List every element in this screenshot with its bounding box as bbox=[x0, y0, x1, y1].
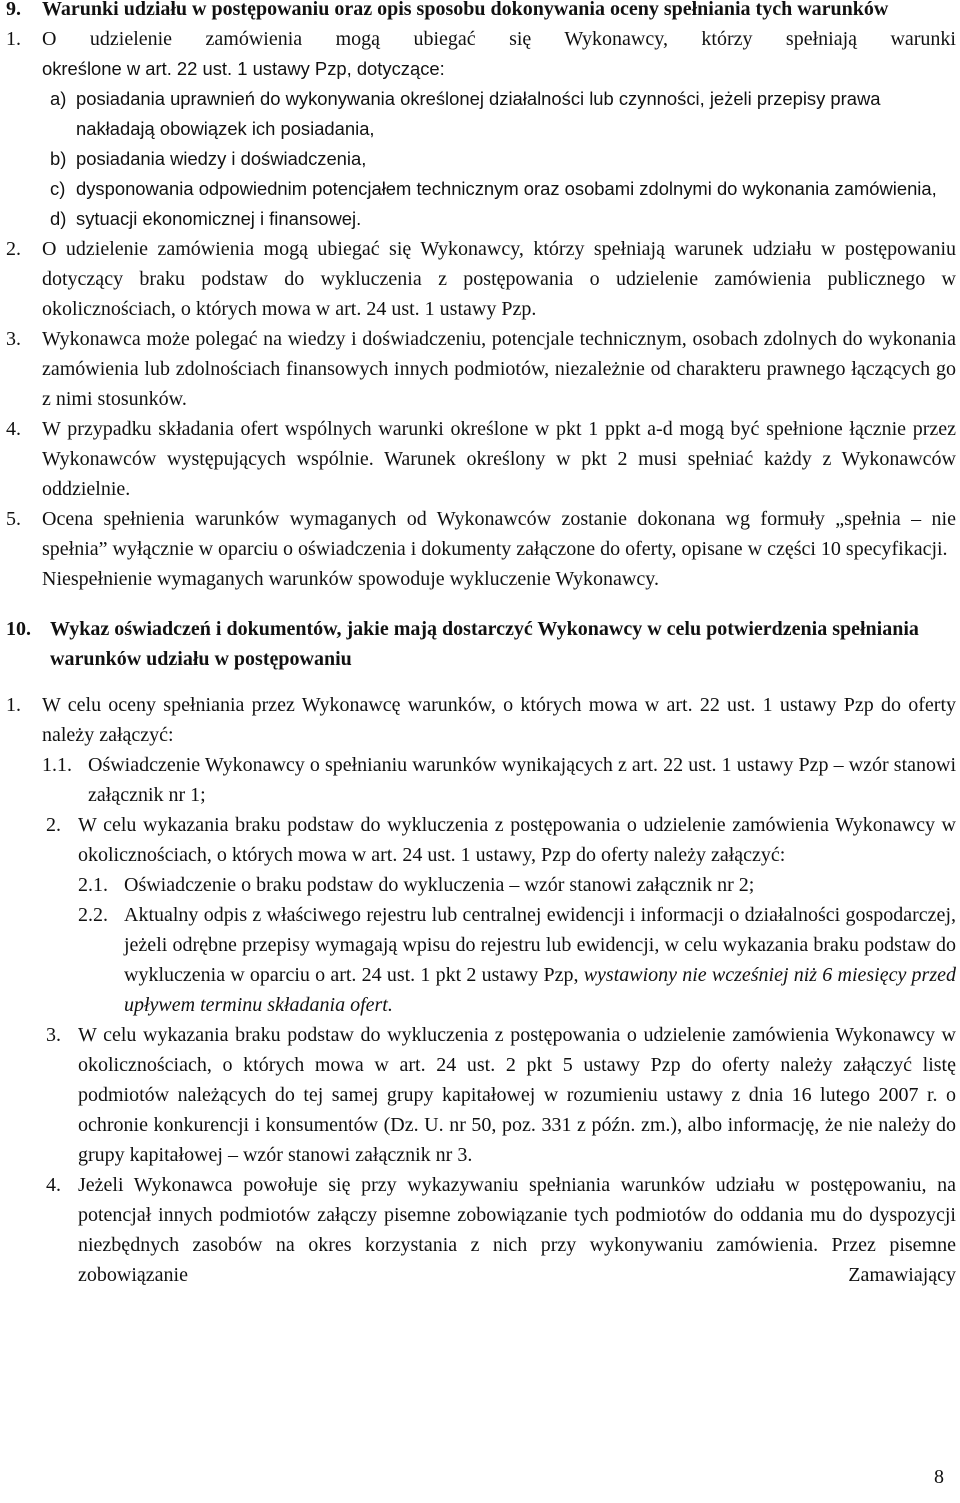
item-text: Jeżeli Wykonawca powołuje się przy wykazywaniu spełniania warunków udziału w postępowaniu, na potencjał innych podmiotów załączy pisemne zobowiązanie tych podmiotów do oddania mu do dyspozycji niezbędnych zasobów na okres korzystania z nich przy wykonywaniu zamówienia. Przez pisemne zobowiązanie Zamawiający bbox=[78, 1174, 956, 1286]
item-text: W przypadku składania ofert wspólnych warunki określone w pkt 1 ppkt a-d mogą być spełnione łącznie przez Wykonawców występujących wspólnie. Warunek określony w pkt 2 musi spełniać każdy z Wykonawców oddzielnie. bbox=[42, 418, 956, 500]
subitem-c bbox=[50, 174, 956, 204]
item-note: Niespełnienie wymaganych warunków spowoduje wykluczenie Wykonawcy. bbox=[42, 568, 659, 590]
item-text: W celu wykazania braku podstaw do wykluczenia z postępowania o udzielenie zamówienia Wykonawcy w okolicznościach, o których mowa w art. 24 ust. 2 pkt 5 ustawy Pzp do oferty należy załączyć listę podmiotów należących do tej samej grupy kapitałowej w rozumieniu ustawy z dnia 16 lutego 2007 r. o ochronie konkurencji i konsumentów (Dz. U. nr 50, poz. 331 z późn. zm.), albo informację, że nie należy do grupy kapitałowej – wzór stanowi załącznik nr 3. bbox=[78, 1024, 956, 1166]
item-number: 2. bbox=[6, 238, 21, 260]
subitem-text: posiadania wiedzy i doświadczenia, bbox=[76, 148, 367, 169]
subitem-b bbox=[50, 144, 956, 174]
section-10-item-1 bbox=[6, 690, 956, 810]
section-10-number: 10. bbox=[6, 618, 31, 640]
subitem-text: Oświadczenie Wykonawcy o spełnianiu warunków wynikających z art. 22 ust. 1 ustawy Pzp – wzór stanowi załącznik nr 1; bbox=[88, 754, 956, 806]
section-9-item-4 bbox=[6, 414, 956, 504]
section-10-item-3 bbox=[6, 1020, 956, 1170]
page-number: 8 bbox=[934, 1466, 944, 1488]
subitem-text: dysponowania odpowiednim potencjałem technicznym oraz osobami zdolnymi do wykonania zamówienia, bbox=[76, 178, 937, 199]
subitem-d bbox=[50, 204, 956, 234]
item-text-line-1: O udzielenie zamówienia mogą ubiegać się Wykonawcy, którzy spełniają warunki bbox=[42, 28, 956, 50]
section-9-number: 9. bbox=[6, 0, 21, 20]
section-10-item-4 bbox=[6, 1170, 956, 1290]
item-number: 2. bbox=[46, 814, 61, 836]
subitem-label: b) bbox=[50, 148, 67, 169]
subitem-text: sytuacji ekonomicznej i finansowej. bbox=[76, 208, 362, 229]
section-9-item-3 bbox=[6, 324, 956, 414]
item-number: 4. bbox=[6, 418, 21, 440]
subitem-a bbox=[50, 84, 956, 144]
section-9-item-1-subitems bbox=[6, 84, 956, 234]
subitem-label: a) bbox=[50, 88, 67, 109]
item-text: Ocena spełnienia warunków wymaganych od Wykonawców zostanie dokonana wg formuły „spełnia – nie spełnia” wyłącznie w oparciu o oświadczenia i dokumenty załączone do oferty, opisane w części 10 specyfikacji. bbox=[42, 508, 956, 560]
subitem-1-1 bbox=[6, 750, 956, 810]
subitem-label: c) bbox=[50, 178, 66, 199]
section-10-heading bbox=[6, 614, 956, 674]
section-9-item-5 bbox=[6, 504, 956, 594]
section-9-heading bbox=[6, 0, 956, 24]
item-text: O udzielenie zamówienia mogą ubiegać się Wykonawcy, którzy spełniają warunek udziału w postępowaniu dotyczący braku podstaw do wykluczenia z postępowania o udzielenie zamówienia publicznego w okolicznościach, o których mowa w art. 24 ust. 1 ustawy Pzp. bbox=[42, 238, 956, 320]
item-text-line-2: określone w art. 22 ust. 1 ustawy Pzp, dotyczące: bbox=[42, 58, 445, 79]
subitem-number: 2.1. bbox=[78, 874, 108, 896]
item-number: 1. bbox=[6, 694, 21, 716]
subitem-text: Aktualny odpis z właściwego rejestru lub centralnej ewidencji i informacji o działalności gospodarczej, jeżeli odrębne przepisy wymagają wpisu do rejestru lub ewidencji, w celu wykazania braku podstaw do wykluczenia w oparciu o art. 24 ust. 1 pkt 2 ustawy Pzp, bbox=[124, 904, 956, 986]
subitem-text: Oświadczenie o braku podstaw do wykluczenia – wzór stanowi załącznik nr 2; bbox=[124, 874, 755, 896]
item-number: 3. bbox=[46, 1024, 61, 1046]
subitem-italic-text: wystawiony nie wcześniej niż 6 miesięcy przed upływem terminu składania ofert. bbox=[124, 964, 957, 1016]
item-text: W celu oceny spełniania przez Wykonawcę warunków, o których mowa w art. 22 ust. 1 ustawy Pzp do oferty należy załączyć: bbox=[42, 694, 956, 746]
section-10-item-2 bbox=[6, 810, 956, 1020]
subitem-label: d) bbox=[50, 208, 67, 229]
item-text: Wykonawca może polegać na wiedzy i doświadczeniu, potencjale technicznym, osobach zdolnych do wykonania zamówienia lub zdolnościach finansowych innych podmiotów, niezależnie od charakteru prawnego łączących go z nimi stosunków. bbox=[42, 328, 956, 410]
item-number: 1. bbox=[6, 28, 21, 50]
subitem-2-2 bbox=[6, 900, 956, 1020]
item-number: 4. bbox=[46, 1174, 61, 1196]
section-9-title: Warunki udziału w postępowaniu oraz opis sposobu dokonywania oceny spełniania tych warunków bbox=[42, 0, 889, 20]
section-9-item-2 bbox=[6, 234, 956, 324]
item-number: 3. bbox=[6, 328, 21, 350]
section-9-item-1 bbox=[6, 24, 956, 84]
subitem-number: 1.1. bbox=[42, 754, 72, 776]
item-text: W celu wykazania braku podstaw do wykluczenia z postępowania o udzielenie zamówienia Wykonawcy w okolicznościach, o których mowa w art. 24 ust. 1 ustawy, Pzp do oferty należy załączyć: bbox=[78, 814, 956, 866]
subitem-2-1 bbox=[6, 870, 956, 900]
item-number: 5. bbox=[6, 508, 21, 530]
subitem-text: posiadania uprawnień do wykonywania określonej działalności lub czynności, jeżeli przepisy prawa nakładają obowiązek ich posiadania, bbox=[76, 88, 881, 139]
section-10-title: Wykaz oświadczeń i dokumentów, jakie mają dostarczyć Wykonawcy w celu potwierdzenia spełniania warunków udziału w postępowaniu bbox=[50, 618, 919, 670]
subitem-number: 2.2. bbox=[78, 904, 108, 926]
